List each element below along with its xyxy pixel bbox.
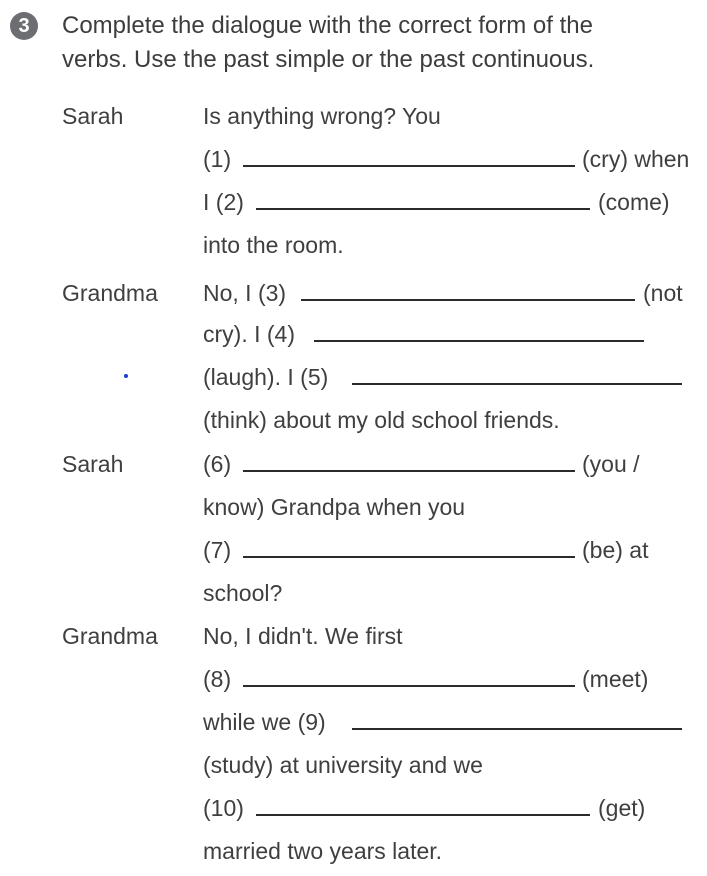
- blank-prefix: (1): [203, 146, 232, 172]
- dialogue-line: into the room.: [203, 232, 344, 258]
- verb-prompt: (you /: [582, 451, 640, 477]
- dialogue-line: (think) about my old school friends.: [203, 407, 560, 433]
- blank-prefix: while we (9): [203, 709, 326, 735]
- verb-prompt: (not: [643, 280, 683, 306]
- speaker-label: Grandma: [62, 280, 158, 306]
- answer-blank-10[interactable]: [256, 814, 590, 816]
- answer-blank-1[interactable]: [243, 165, 575, 167]
- blank-prefix: (8): [203, 666, 232, 692]
- verb-prompt: (come): [598, 189, 670, 215]
- blank-prefix: I (2): [203, 189, 244, 215]
- blank-prefix: (laugh). I (5): [203, 364, 329, 390]
- verb-prompt: (get): [598, 795, 646, 821]
- verb-prompt: (cry) when: [582, 146, 690, 172]
- dialogue-line: school?: [203, 580, 283, 606]
- answer-blank-6[interactable]: [243, 470, 575, 472]
- exercise-number-badge: 3: [10, 12, 38, 40]
- dialogue-line: married two years later.: [203, 838, 443, 864]
- instruction-line: Complete the dialogue with the correct form of the: [62, 12, 593, 39]
- blank-prefix: (6): [203, 451, 232, 477]
- speaker-label: Sarah: [62, 103, 124, 129]
- blank-prefix: cry). I (4): [203, 321, 295, 347]
- verb-prompt: (be) at: [582, 537, 649, 563]
- answer-blank-5[interactable]: [352, 383, 682, 385]
- blank-prefix: No, I (3): [203, 280, 287, 306]
- answer-blank-4[interactable]: [314, 340, 644, 342]
- dialogue-line: Is anything wrong? You: [203, 103, 441, 129]
- speaker-label: Grandma: [62, 623, 158, 649]
- blank-prefix: (10): [203, 795, 244, 821]
- instructions: [62, 9, 594, 77]
- speaker-label: Sarah: [62, 451, 124, 477]
- instruction-line: verbs. Use the past simple or the past continuous.: [62, 46, 595, 73]
- answer-blank-3[interactable]: [301, 299, 635, 301]
- answer-blank-2[interactable]: [256, 208, 590, 210]
- answer-blank-8[interactable]: [243, 685, 575, 687]
- blue-dot-mark: [124, 374, 128, 378]
- answer-blank-7[interactable]: [243, 556, 575, 558]
- blank-prefix: (7): [203, 537, 232, 563]
- dialogue-line: No, I didn't. We first: [203, 623, 403, 649]
- answer-blank-9[interactable]: [352, 728, 682, 730]
- dialogue-line: know) Grandpa when you: [203, 494, 466, 520]
- verb-prompt: (meet): [582, 666, 649, 692]
- dialogue-line: (study) at university and we: [203, 752, 483, 778]
